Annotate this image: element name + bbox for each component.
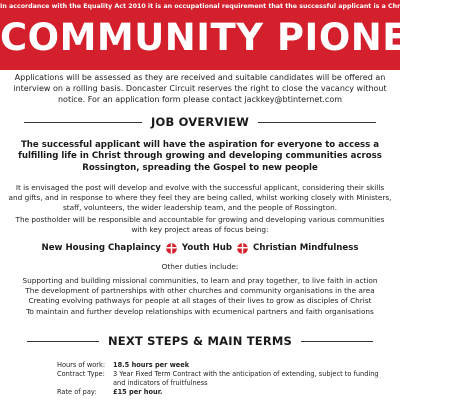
cross-circle-icon: [237, 243, 248, 254]
cross-circle-icon: [166, 243, 177, 254]
heading-rule-left: [24, 122, 142, 123]
focus-area-item: Youth Hub: [181, 243, 233, 253]
page-title: COMMUNITY PIONEER: [0, 16, 463, 59]
duty-item: To maintain and further develop relationships with ecumenical partners and faith organisations: [26, 306, 374, 316]
term-label: Rate of pay:: [57, 388, 97, 396]
lead-statement: The successful applicant will have the aspiration for everyone to access a fulfilling life in Christ through growing and developing communities across Rossington, spreading the Gospel to new people: [18, 140, 382, 173]
term-value: 3 Year Fixed Term Contract with the anticipation of extending, subject to funding and indicators of fruitfulness: [113, 370, 379, 387]
next-steps-heading-text: NEXT STEPS & MAIN TERMS: [107, 334, 293, 348]
term-value: 18.5 hours per week: [113, 361, 190, 369]
term-row: [57, 361, 387, 370]
header-banner: [0, 0, 463, 70]
other-duties-label: Other duties include:: [161, 262, 239, 271]
equality-notice: In accordance with the Equality Act 2010 it is an occupational requirement that the successful applicant is a Christian: [0, 3, 421, 10]
focus-area-item: New Housing Chaplaincy: [41, 243, 161, 253]
term-label: Hours of work:: [57, 361, 106, 369]
duty-item: Creating evolving pathways for people at all stages of their lives to grow as disciples of Christ: [28, 296, 372, 306]
terms-table: [57, 361, 387, 397]
next-steps-heading: [0, 333, 400, 349]
term-row: [57, 388, 387, 397]
paragraph-development: It is envisaged the post will develop and evolve with the successful applicant, considering their skills and gifts, and in response to where they feel they are being called, whilst working closely with Ministers, staff, volunteers, the wider leadership team, and the people of Rossington.: [8, 183, 392, 213]
heading-rule-right: [258, 122, 376, 123]
job-overview-heading-text: JOB OVERVIEW: [150, 115, 250, 129]
duty-item: The development of partnerships with other churches and community organisations in the area: [25, 286, 375, 296]
job-overview-heading: [0, 114, 400, 130]
duties-list: [4, 276, 396, 317]
term-label: Contract Type:: [57, 370, 105, 378]
heading-rule-left: [27, 341, 99, 342]
duty-item: Supporting and building missional communities, to learn and pray together, to live faith in action: [22, 276, 378, 285]
term-row: [57, 370, 387, 388]
intro-text: Applications will be assessed as they are received and suitable candidates will be offered an interview on a rolling basis. Doncaster Circuit reserves the right to close the vacancy without notice. For an application form please contact jackkey@btinternet.com: [13, 73, 387, 104]
focus-area-item: Christian Mindfulness: [253, 243, 359, 253]
heading-rule-right: [301, 341, 373, 342]
term-value: £15 per hour.: [113, 388, 163, 396]
focus-areas: [0, 241, 400, 255]
paragraph-responsibility: The postholder will be responsible and accountable for growing and developing various communities with key project areas of focus being:: [15, 215, 385, 235]
